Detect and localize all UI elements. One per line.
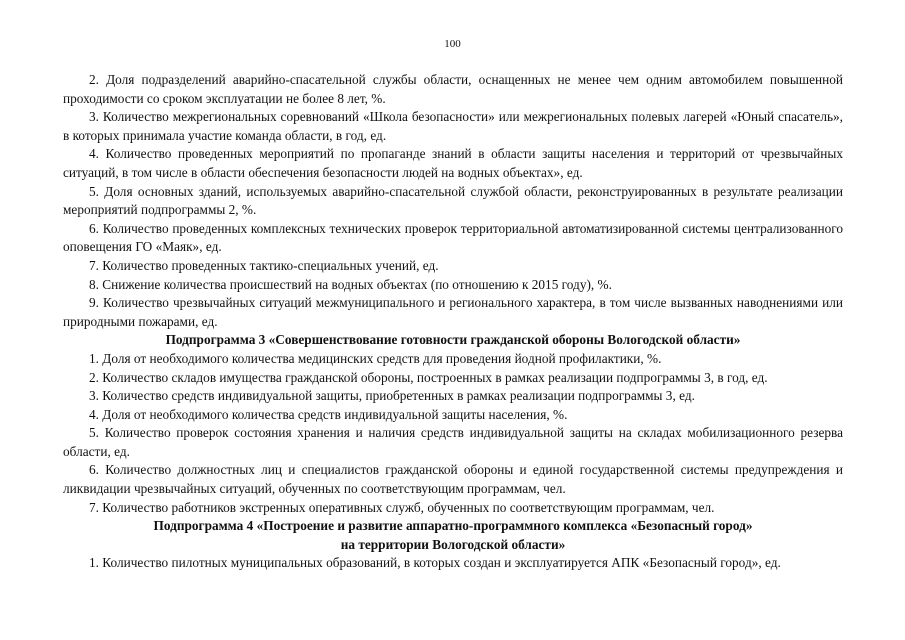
paragraph: 6. Количество проведенных комплексных технических проверок территориальной автоматизированной системы централизованного оповещения ГО «Маяк», ед. — [63, 220, 843, 255]
page-number: 100 — [444, 38, 461, 50]
paragraph: 7. Количество проведенных тактико-специальных учений, ед. — [89, 257, 439, 273]
paragraph: 1. Количество пилотных муниципальных образований, в которых создан и эксплуатируется АПК «Безопасный город», ед. — [89, 555, 781, 571]
paragraph: 1. Доля от необходимого количества медицинских средств для проведения йодной профилактики, %. — [89, 350, 662, 366]
paragraph: 4. Количество проведенных мероприятий по пропаганде знаний в области защиты населения и территорий от чрезвычайных ситуаций, в том числе в области обеспечения безопасности людей на водных объектах», ед. — [63, 146, 843, 180]
paragraph: 6. Количество должностных лиц и специалистов гражданской обороны и единой государственной системы предупреждения и ликвидации чрезвычайных ситуаций, обученных по соответствующим программам, чел. — [63, 462, 843, 497]
paragraph: 9. Количество чрезвычайных ситуаций межмуниципального и регионального характера, в том числе вызванных наводнениями или природными пожарами, ед. — [63, 295, 843, 329]
paragraph: 3. Количество межрегиональных соревнований «Школа безопасности» или межрегиональных полевых лагерей «Юный спасатель», в которых принимала участие команда области, в год, ед. — [63, 109, 843, 143]
paragraph: 2. Доля подразделений аварийно-спасательной службы области, оснащенных не менее чем одним автомобилем повышенной проходимости со сроком эксплуатации не более 8 лет, %. — [63, 72, 843, 106]
document-body — [63, 71, 843, 573]
paragraph: 2. Количество складов имущества гражданской обороны, построенных в рамках реализации подпрограммы 3, в год, ед. — [89, 369, 768, 385]
paragraph: 4. Доля от необходимого количества средств индивидуальной защиты населения, %. — [89, 406, 568, 422]
subprogram-4-heading-line-2: на территории Вологодской области» — [340, 536, 566, 552]
paragraph: 3. Количество средств индивидуальной защиты, приобретенных в рамках реализации подпрограммы 3, ед. — [89, 388, 695, 404]
paragraph: 5. Доля основных зданий, используемых аварийно-спасательной службой области, реконструированных в результате реализации мероприятий подпрограммы 2, %. — [63, 183, 843, 218]
subprogram-4-heading: Подпрограмма 4 «Построение и развитие аппаратно-программного комплекса «Безопасный город» — [153, 518, 753, 534]
subprogram-3-heading: Подпрограмма 3 «Совершенствование готовности гражданской обороны Вологодской области» — [165, 332, 741, 348]
paragraph: 8. Снижение количества происшествий на водных объектах (по отношению к 2015 году), %. — [89, 276, 612, 292]
paragraph: 7. Количество работников экстренных оперативных служб, обученных по соответствующим программам, чел. — [89, 499, 715, 515]
paragraph: 5. Количество проверок состояния хранения и наличия средств индивидуальной защиты на складах мобилизационного резерва области, ед. — [63, 425, 843, 459]
